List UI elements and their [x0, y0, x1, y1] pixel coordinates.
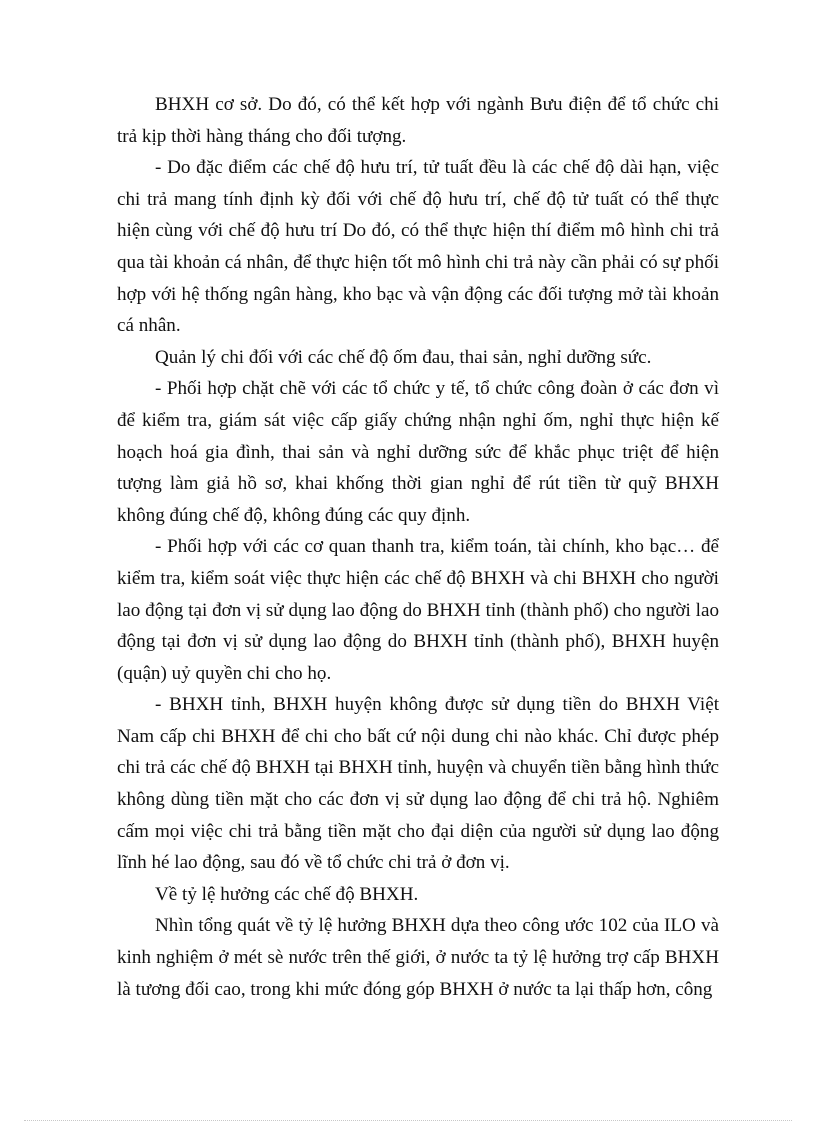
paragraph-ty-le-huong-heading: Về tỷ lệ hưởng các chế độ BHXH.	[155, 883, 419, 905]
page-bottom-rule	[24, 1120, 792, 1121]
paragraph-phoi-hop-y-te: - Phối hợp chặt chẽ với các tổ chức y tế, tổ chức công đoàn ở các đơn vì để kiểm tra, giám sát việc cấp giấy chứng nhận nghỉ ốm, nghỉ thực hiện kế hoạch hoá gia đình, thai sản và nghỉ dưỡng sức để khắc phục triệt để hiện tượng làm giả hồ sơ, khai khống thời gian nghỉ để rút tiền từ quỹ BHXH không đúng chế độ, không đúng các quy định.	[117, 378, 719, 526]
paragraph-phoi-hop-thanh-tra: - Phối hợp với các cơ quan thanh tra, kiểm toán, tài chính, kho bạc… để kiểm tra, kiểm soát việc thực hiện các chế độ BHXH và chi BHXH cho người lao động tại đơn vị sử dụng lao động do BHXH tỉnh (thành phố) cho người lao động tại đơn vị sử dụng lao động do BHXH tỉnh (thành phố), BHXH huyện (quận) uỷ quyền chi cho họ.	[117, 536, 719, 684]
paragraph-che-do-huu-tri: - Do đặc điểm các chế độ hưu trí, tử tuất đều là các chế độ dài hạn, việc chi trả mang tính định kỳ đối với chế độ hưu trí, chế độ tử tuất có thể thực hiện cùng với chế độ hưu trí Do đó, có thể thực hiện thí điểm mô hình chi trả qua tài khoản cá nhân, để thực hiện tốt mô hình chi trả này cần phải có sự phối hợp với hệ thống ngân hàng, kho bạc và vận động các đối tượng mở tài khoản cá nhân.	[117, 157, 719, 337]
paragraph-nhin-tong-quat: Nhìn tổng quát về tỷ lệ hưởng BHXH dựa theo công ước 102 của ILO và kinh nghiệm ở mét sè nước trên thế giới, ở nước ta tỷ lệ hưởng trợ cấp BHXH là tương đối cao, trong khi mức đóng góp BHXH ở nước ta lại thấp hơn, công	[117, 915, 719, 1000]
paragraph-bhxh-tinh-huyen: - BHXH tỉnh, BHXH huyện không được sử dụng tiền do BHXH Việt Nam cấp chi BHXH để chi cho bất cứ nội dung chi nào khác. Chỉ được phép chi trả các chế độ BHXH tại BHXH tỉnh, huyện và chuyển tiền bằng hình thức không dùng tiền mặt cho các đơn vị sử dụng lao động để chi trả hộ. Nghiêm cấm mọi việc chi trả bằng tiền mặt cho đại diện của người sử dụng lao động lĩnh hé lao động, sau đó về tổ chức chi trả ở đơn vị.	[117, 694, 719, 874]
paragraph-bhxh-co-so: BHXH cơ sở. Do đó, có thể kết hợp với ngành Bưu điện để tổ chức chi trả kịp thời hàng tháng cho đối tượng.	[117, 94, 719, 147]
paragraph-quan-ly-chi-om-dau: Quản lý chi đối với các chế độ ốm đau, thai sản, nghỉ dưỡng sức.	[155, 346, 652, 368]
document-body	[117, 89, 719, 1005]
